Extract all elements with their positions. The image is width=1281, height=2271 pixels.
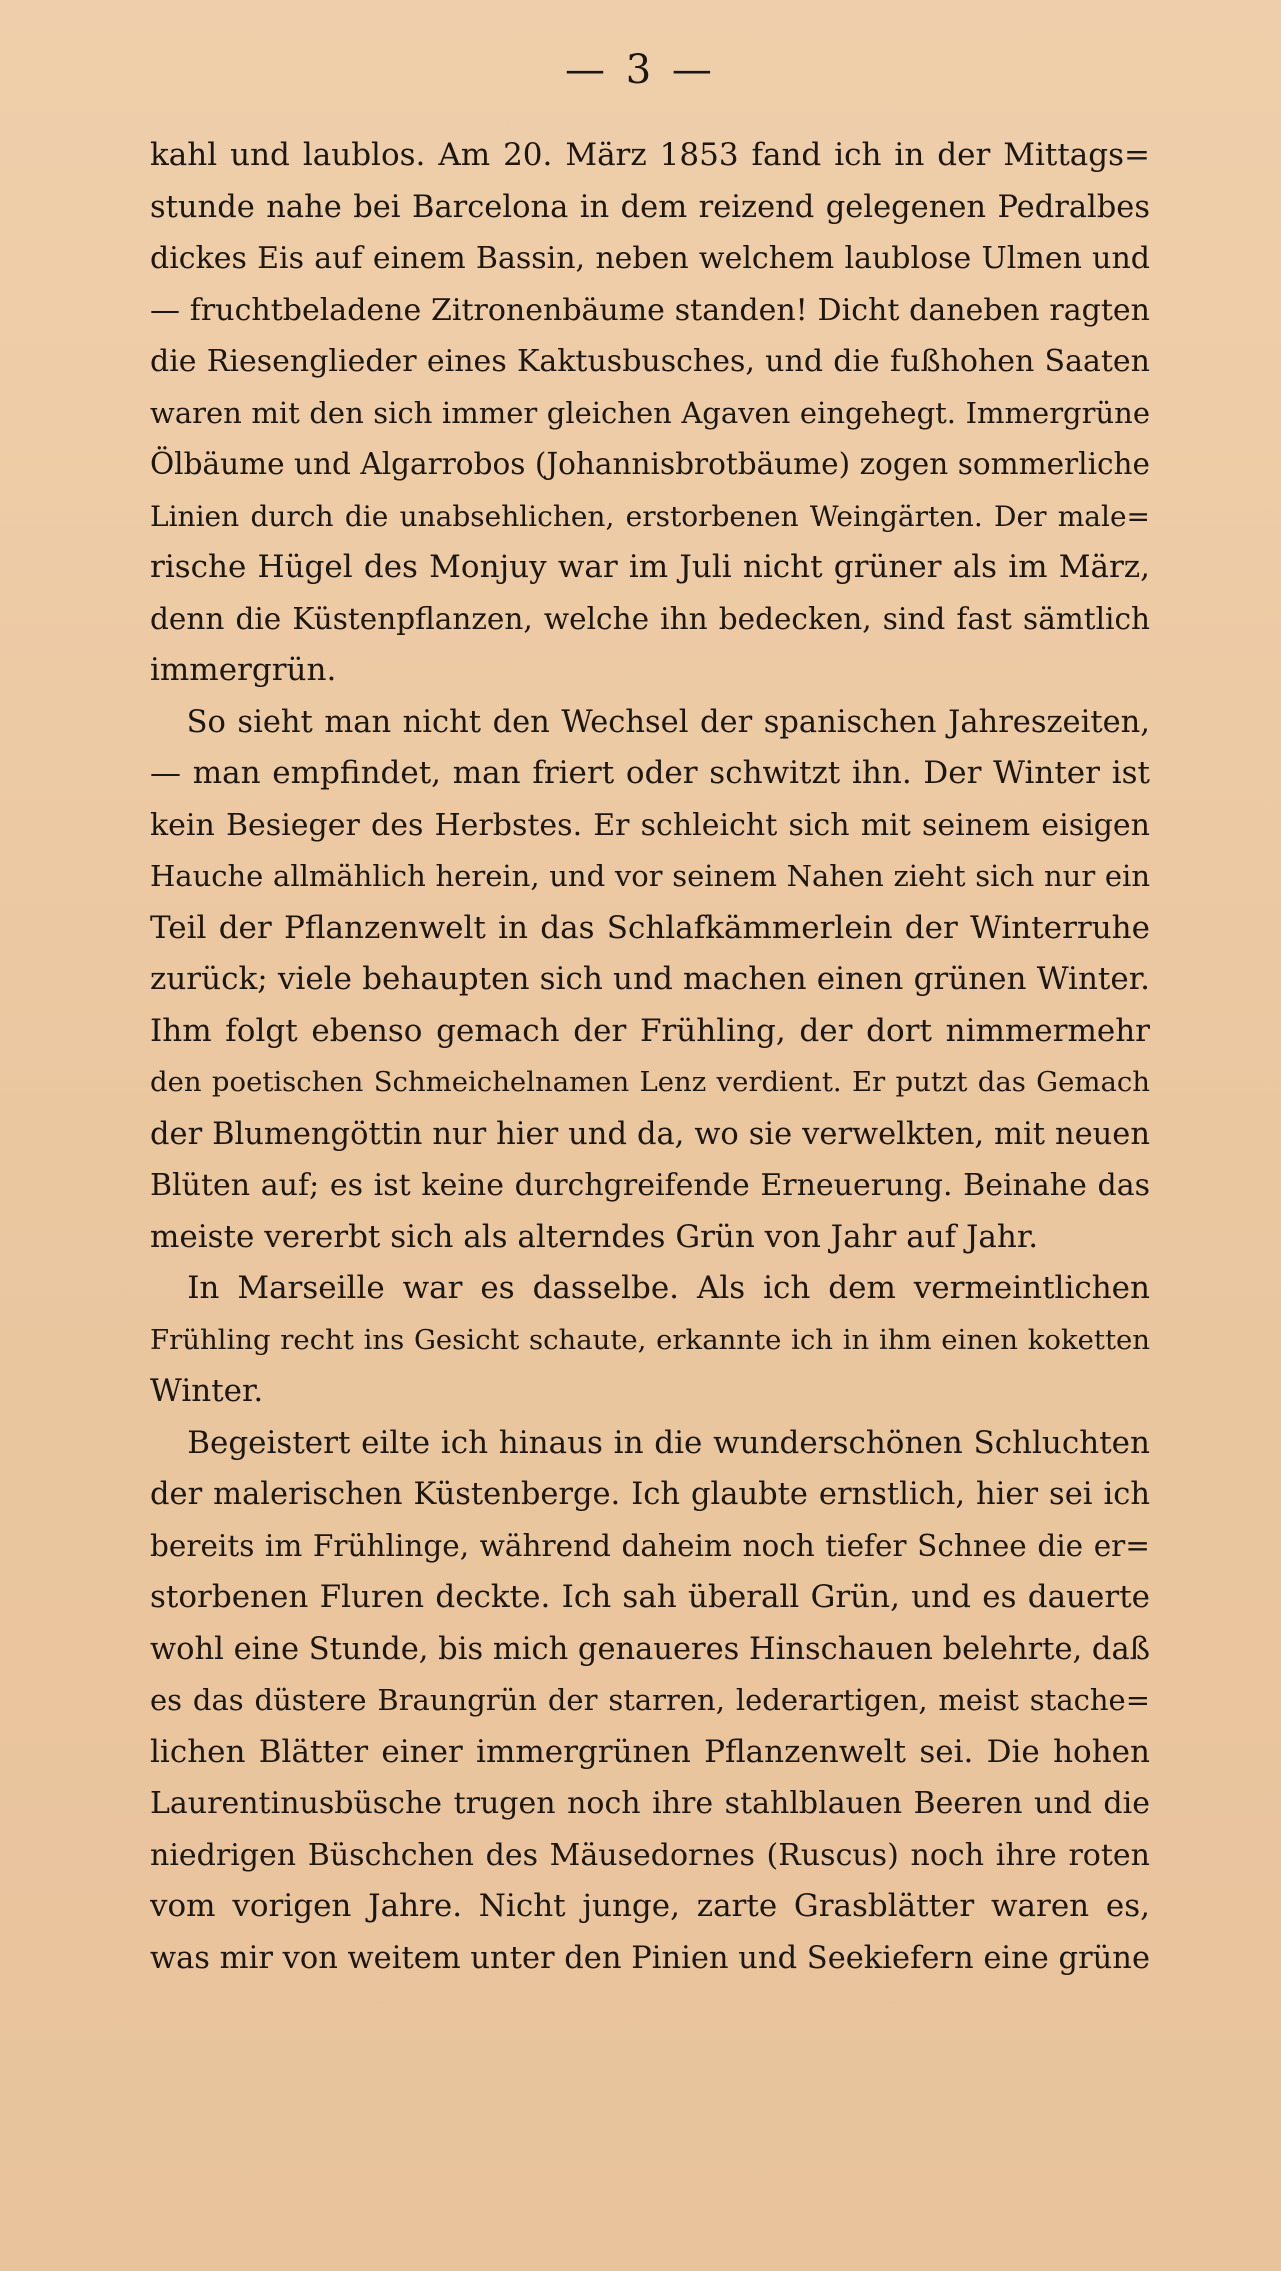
text-line: storbenen Fluren deckte. Ich sah überall Grün, und es dauerte	[150, 1579, 1150, 1615]
text-line: niedrigen Büschchen des Mäusedornes (Ruscus) noch ihre roten	[150, 1837, 1150, 1873]
text-line: dickes Eis auf einem Bassin, neben welchem laublose Ulmen und	[150, 241, 1150, 276]
body-text	[150, 130, 1150, 1984]
text-line: Winter.	[150, 1373, 264, 1409]
text-line: denn die Küstenpflanzen, welche ihn bedecken, sind fast sämtlich	[150, 601, 1150, 636]
text-line: Blüten auf; es ist keine durchgreifende Erneuerung. Beinahe das	[150, 1168, 1150, 1203]
text-line: es das düstere Braungrün der starren, lederartigen, meist stache=	[150, 1683, 1150, 1717]
text-line: der Blumengöttin nur hier und da, wo sie verwelkten, mit neuen	[150, 1116, 1150, 1152]
page-number: — 3 —	[565, 47, 716, 93]
text-line: den poetischen Schmeichelnamen Lenz verdient. Er putzt das Gemach	[150, 1066, 1150, 1098]
text-line: Ihm folgt ebenso gemach der Frühling, der dort nimmermehr	[150, 1012, 1150, 1049]
text-line: Ölbäume und Algarrobos (Johannisbrotbäume) zogen sommerliche	[150, 447, 1150, 481]
text-line: lichen Blätter einer immergrünen Pflanzenwelt sei. Die hohen	[150, 1733, 1150, 1770]
text-line: Linien durch die unabsehlichen, erstorbenen Weingärten. Der male=	[150, 499, 1150, 533]
text-line: rische Hügel des Monjuy war im Juli nicht grüner als im März,	[150, 549, 1150, 585]
text-line: Frühling recht ins Gesicht schaute, erkannte ich in ihm einen koketten	[150, 1323, 1150, 1356]
text-line: der malerischen Küstenberge. Ich glaubte ernstlich, hier sei ich	[150, 1477, 1150, 1512]
text-line: immergrün.	[150, 652, 337, 688]
text-line: kahl und laublos. Am 20. März 1853 fand ich in der Mittags=	[150, 137, 1150, 173]
text-line: die Riesenglieder eines Kaktusbusches, und die fußhohen Saaten	[150, 344, 1150, 379]
text-line: kein Besieger des Herbstes. Er schleicht sich mit seinem eisigen	[150, 807, 1150, 843]
text-line: waren mit den sich immer gleichen Agaven eingehegt. Immergrüne	[150, 395, 1150, 430]
text-line: meiste vererbt sich als alterndes Grün von Jahr auf Jahr.	[150, 1218, 1039, 1255]
text-line: — man empfindet, man friert oder schwitzt ihn. Der Winter ist	[150, 755, 1150, 791]
text-line: So sieht man nicht den Wechsel der spanischen Jahreszeiten,	[186, 704, 1150, 740]
text-line: wohl eine Stunde, bis mich genaueres Hinschauen belehrte, daß	[150, 1631, 1150, 1667]
text-line: zurück; viele behaupten sich und machen einen grünen Winter.	[150, 961, 1150, 997]
text-line: In Marseille war es dasselbe. Als ich dem vermeintlichen	[187, 1270, 1150, 1306]
text-line: was mir von weitem unter den Pinien und Seekiefern eine grüne	[150, 1940, 1150, 1976]
text-line: stunde nahe bei Barcelona in dem reizend gelegenen Pedralbes	[150, 189, 1150, 225]
text-line: Hauche allmählich herein, und vor seinem Nahen zieht sich nur ein	[150, 859, 1150, 893]
text-line: — fruchtbeladene Zitronenbäume standen! Dicht daneben ragten	[150, 292, 1150, 328]
text-line: Begeistert eilte ich hinaus in die wunderschönen Schluchten	[187, 1424, 1150, 1461]
text-line: vom vorigen Jahre. Nicht junge, zarte Grasblätter waren es,	[150, 1888, 1150, 1924]
text-line: bereits im Frühlinge, während daheim noch tiefer Schnee die er=	[150, 1528, 1150, 1563]
text-line: Teil der Pflanzenwelt in das Schlafkämmerlein der Winterruhe	[150, 909, 1150, 946]
text-line: Laurentinusbüsche trugen noch ihre stahlblauen Beeren und die	[150, 1786, 1150, 1821]
